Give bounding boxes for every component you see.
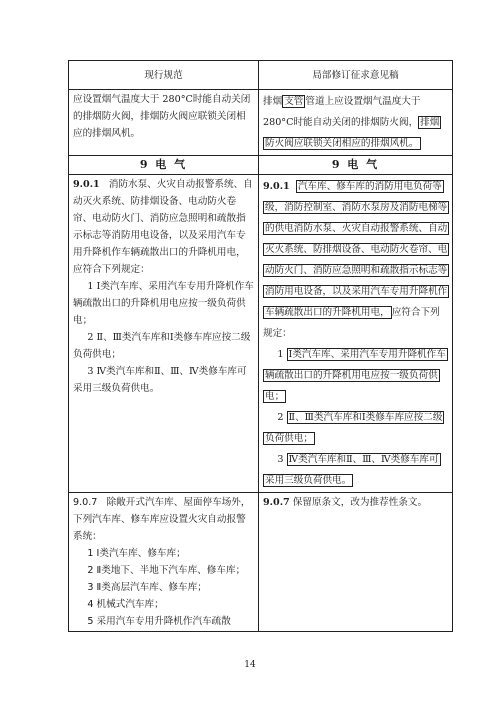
list-item — [263, 449, 448, 491]
header-revision-draft: 局部修订征求意见稿 — [259, 61, 453, 90]
clause-text: 除敞开式汽车库、屋面停车场外，下列汽车库、修车库应设置火灾自动报警系统： — [73, 497, 251, 542]
clause-number: 9.0.7 — [263, 497, 290, 508]
clause-text: 消防水泵、火灾自动报警系统、自动灭火系统、防排烟设备、电动防火卷帘、电动防火门、消防应急照明和疏散指示标志等消防用电设备，以及采用汽车专用升降机作车辆疏散出口的升降机用电，应符合下列规定： — [73, 179, 253, 275]
list-item — [263, 344, 448, 407]
table-row — [69, 90, 453, 156]
row1-right-prefix: 排烟 — [263, 96, 283, 107]
row1-right-boxed-text: 排烟防火阀应联锁关闭相应的排烟风机。 — [265, 117, 440, 149]
item-text-boxed: Ⅱ、Ⅲ类汽车库和Ⅰ类修车库应按二级负荷供电； — [265, 412, 443, 444]
clause-text-tail: 应符合下列规定： — [263, 307, 440, 339]
row907-right-cell — [259, 493, 453, 632]
list-item — [263, 407, 448, 449]
list-item: 2 Ⅱ、Ⅲ类汽车库和Ⅰ类修车库应按二级负荷供电； — [73, 332, 251, 360]
row1-left-cell — [69, 90, 259, 156]
row1-left-text: 应设置烟气温度大于 280°C时能自动关闭的排烟防火阀，排烟防火阀应联锁关闭相应的排烟风机。 — [73, 94, 251, 139]
comparison-table — [68, 60, 453, 632]
row907-left-cell — [69, 493, 259, 632]
list-item: 1 Ⅰ类汽车库、修车库； — [87, 548, 186, 559]
list-item: 3 Ⅳ类汽车库和Ⅱ、Ⅲ、Ⅳ类修车库可采用三级负荷供电。 — [73, 366, 247, 394]
clause-9-0-1-right — [263, 176, 448, 344]
list-item: 4 机械式汽车库； — [87, 599, 164, 610]
list-item: 2 Ⅱ类地下、半地下汽车库、修车库； — [87, 565, 246, 576]
clause-text: 保留原条文，改为推荐性条文。 — [292, 497, 428, 508]
list-item: 3 Ⅱ类高层汽车库、修车库； — [87, 582, 207, 593]
table-row — [69, 493, 453, 632]
clause-number: 9.0.7 — [73, 497, 98, 508]
item-text-boxed: Ⅳ类汽车库和Ⅱ、Ⅲ、Ⅳ类修车库可采用三级负荷供电。 — [265, 454, 439, 486]
row1-right-cell — [259, 90, 453, 156]
header-current-spec: 现行规范 — [69, 61, 259, 90]
clause-number: 9.0.1 — [263, 181, 290, 192]
chapter-row — [69, 156, 453, 175]
clause-text-boxed: 汽车库、修车库的消防用电负荷等级，消防控制室、消防水泵房及消防电梯等的供电消防水泵、火灾自动报警系统、自动灭火系统、防排烟设备、电动防火卷帘、电动防火门、消防应急照明和疏散指示标志等消防用电设备，以及采用汽车专用升降机作车辆疏散出口的升降机用电， — [265, 181, 448, 318]
clause-9-0-1-left — [73, 176, 254, 278]
list-item: 1 Ⅰ类汽车库、采用汽车专用升降机作车辆疏散出口的升降机用电应按一级负荷供电； — [73, 281, 254, 326]
table-header-row — [69, 61, 453, 90]
item-number: 2 — [277, 412, 287, 423]
clause-9-0-7-right — [263, 494, 448, 511]
row1-right-boxed-term: 支管 — [284, 96, 304, 107]
row901-right-cell — [259, 175, 453, 493]
row901-left-cell — [69, 175, 259, 493]
list-item: 5 采用汽车专用升降机作汽车疏散 — [87, 616, 231, 627]
clause-9-0-7-left — [73, 494, 254, 545]
item-number: 1 — [277, 349, 287, 360]
chapter-left: 9 电 气 — [69, 156, 259, 175]
table-row — [69, 175, 453, 493]
page-number: 14 — [244, 660, 256, 670]
row1-right-text: 管道上应设置烟气温度大于 280°C时能自动关闭的排烟防火阀， — [263, 96, 421, 128]
clause-number: 9.0.1 — [73, 179, 100, 190]
item-text-boxed: Ⅰ类汽车库、采用汽车专用升降机作车辆疏散出口的升降机用电应按一级负荷供电； — [265, 349, 446, 402]
item-number: 3 — [277, 454, 287, 465]
chapter-right: 9 电 气 — [259, 156, 453, 175]
